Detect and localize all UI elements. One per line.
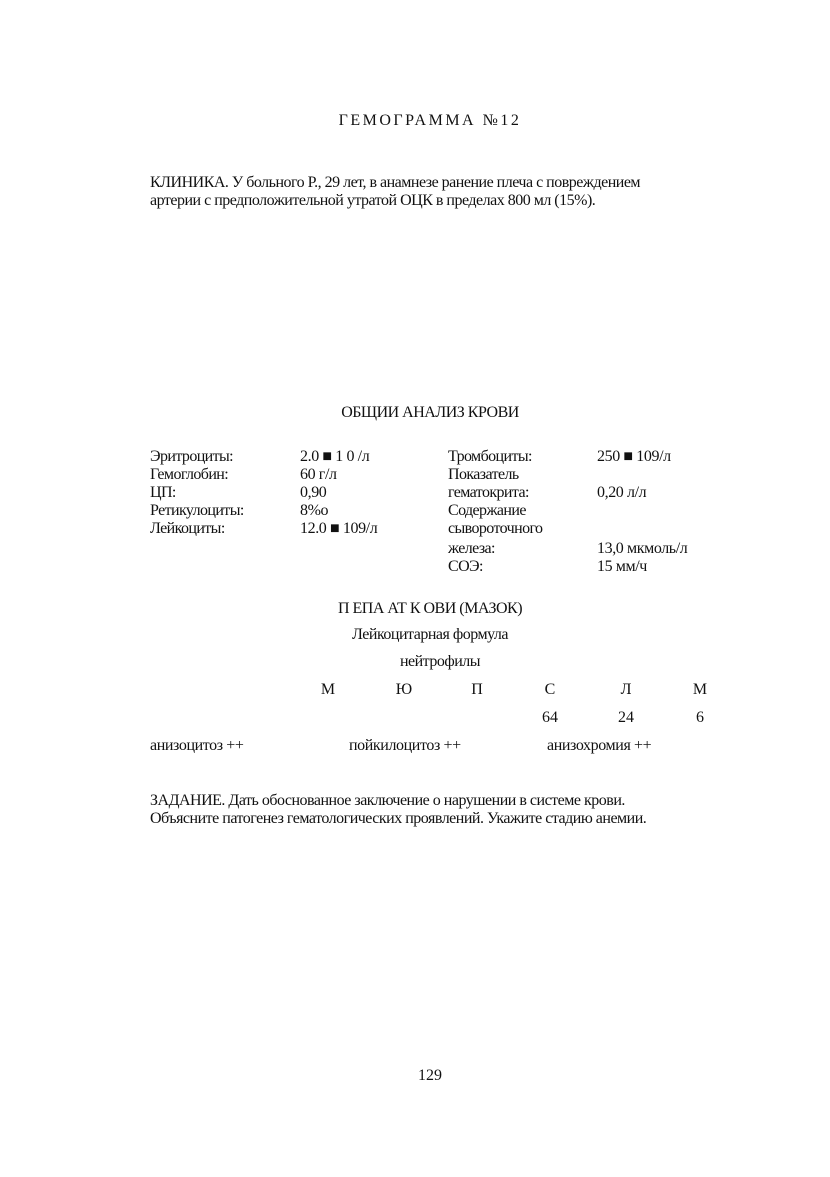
- header-segmented: С: [544, 681, 556, 698]
- header-monocytes: М: [692, 681, 708, 698]
- value-iron: 13,0 мкмоль/л: [597, 540, 688, 557]
- clinic-line-1: КЛИНИКА. У больного Р., 29 лет, в анамнезе ранение плеча с повреждением: [150, 174, 641, 191]
- header-band: П: [471, 681, 483, 698]
- value-color-index: 0,90: [300, 484, 327, 501]
- label-hematocrit-1: Показатель: [448, 466, 519, 483]
- label-iron-1: Содержание: [448, 502, 526, 519]
- morphology-anisochromia: анизохромия ++: [547, 737, 652, 754]
- header-lymphocytes: Л: [620, 681, 632, 698]
- value-platelets: 250 ■ 109/л: [597, 448, 671, 465]
- label-platelets: Тромбоциты:: [448, 448, 532, 465]
- label-erythrocytes: Эритроциты:: [150, 448, 234, 465]
- value-leukocytes: 12.0 ■ 109/л: [300, 520, 378, 537]
- morphology-anisocytosis: анизоцитоз ++: [150, 737, 244, 754]
- page-title: ГЕМОГРАММА №12: [338, 112, 522, 129]
- label-leukocytes: Лейкоциты:: [150, 520, 225, 537]
- label-hematocrit-2: гематокрита:: [448, 484, 529, 501]
- header-myelocytes: М: [320, 681, 336, 698]
- value-erythrocytes: 2.0 ■ 1 0 /л: [300, 448, 370, 465]
- smear-title: П ЕПА АТ К ОВИ (МАЗОК): [337, 600, 523, 617]
- page-number: 129: [418, 1067, 442, 1084]
- analysis-title: ОБЩИИ АНАЛИЗ КРОВИ: [341, 404, 519, 421]
- neutrophils-label: нейтрофилы: [399, 653, 481, 670]
- label-hemoglobin: Гемоглобин:: [150, 466, 229, 483]
- header-metamyelocytes: Ю: [395, 681, 413, 698]
- value-reticulocytes: 8%о: [300, 502, 329, 519]
- morphology-poikilocytosis: пойкилоцитоз ++: [349, 737, 461, 754]
- task-line-1: ЗАДАНИЕ. Дать обоснованное заключение о нарушении в системе крови.: [150, 792, 625, 809]
- value-hemoglobin: 60 г/л: [300, 466, 337, 483]
- label-reticulocytes: Ретикулоциты:: [150, 502, 244, 519]
- value-segmented: 64: [542, 709, 558, 726]
- formula-title: Лейкоцитарная формула: [352, 626, 508, 643]
- label-color-index: ЦП:: [150, 484, 176, 501]
- value-lymphocytes: 24: [618, 709, 634, 726]
- value-esr: 15 мм/ч: [597, 558, 647, 575]
- label-esr: СОЭ:: [448, 558, 483, 575]
- value-monocytes: 6: [696, 709, 704, 726]
- label-iron-3: железа:: [448, 540, 495, 557]
- task-line-2: Объясните патогенез гематологических проявлений. Укажите стадию анемии.: [150, 810, 647, 827]
- value-hematocrit: 0,20 л/л: [597, 484, 647, 501]
- clinic-line-2: артерии с предположительной утратой ОЦК в пределах 800 мл (15%).: [150, 192, 596, 209]
- label-iron-2: сывороточного: [448, 520, 543, 537]
